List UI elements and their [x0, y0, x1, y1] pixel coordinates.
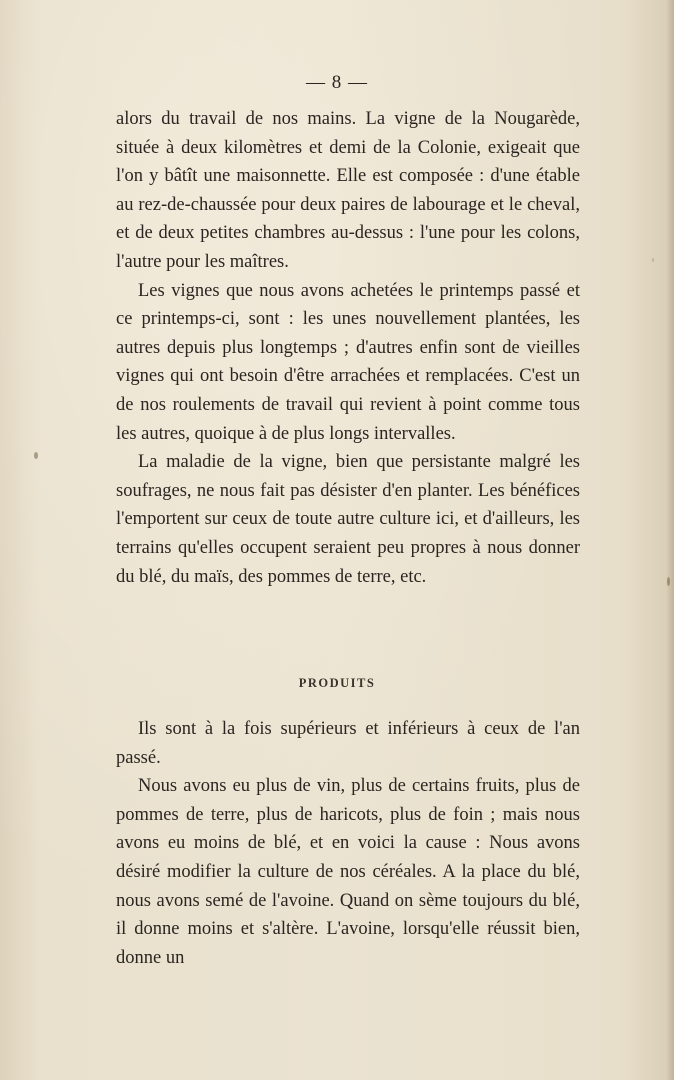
- text-block-bottom: [116, 715, 580, 972]
- paragraph: alors du travail de nos mains. La vigne de la Nougarède, située à deux kilomètres et demi de la Colonie, exigeait que l'on y bâtît une maisonnette. Elle est composée : d'une étable au rez-de-chaussée pour deux paires de labourage et le cheval, et de deux petites chambres au-dessus : l'une pour les colons, l'autre pour les maîtres.: [116, 109, 580, 272]
- section-heading: PRODUITS: [298, 676, 376, 690]
- ink-speck: [652, 258, 654, 262]
- paragraph: Ils sont à la fois supérieurs et inférieurs à ceux de l'an passé.: [116, 719, 580, 768]
- paragraph: La maladie de la vigne, bien que persistante malgré les soufrages, ne nous fait pas désister d'en planter. Les bénéfices l'emportent sur ceux de toute autre culture ici, et d'ailleurs, les terrains qu'elles occupent seraient peu propres à nous donner du blé, du maïs, des pommes de terre, etc.: [116, 452, 580, 587]
- ink-speck: [667, 577, 670, 586]
- paragraph: Les vignes que nous avons achetées le printemps passé et ce printemps-ci, sont : les unes nouvellement plantées, les autres depuis plus longtemps ; d'autres enfin sont de vieilles vignes qui ont besoin d'être arrachées et remplacées. C'est un de nos roulements de travail qui revient à point comme tous les autres, quoique à de plus longs intervalles.: [116, 280, 580, 444]
- ink-speck: [34, 452, 38, 459]
- text-block-top: [116, 105, 580, 591]
- page-number: — 8 —: [306, 72, 368, 93]
- paragraph: Nous avons eu plus de vin, plus de certains fruits, plus de pommes de terre, plus de haricots, plus de foin ; mais nous avons eu moins de blé, et en voici la cause : Nous avons désiré modifier la culture de nos céréales. A la place du blé, nous avons semé de l'avoine. Quand on sème toujours du blé, il donne moins et s'altère. L'avoine, lorsqu'elle réussit bien, donne un: [116, 776, 580, 968]
